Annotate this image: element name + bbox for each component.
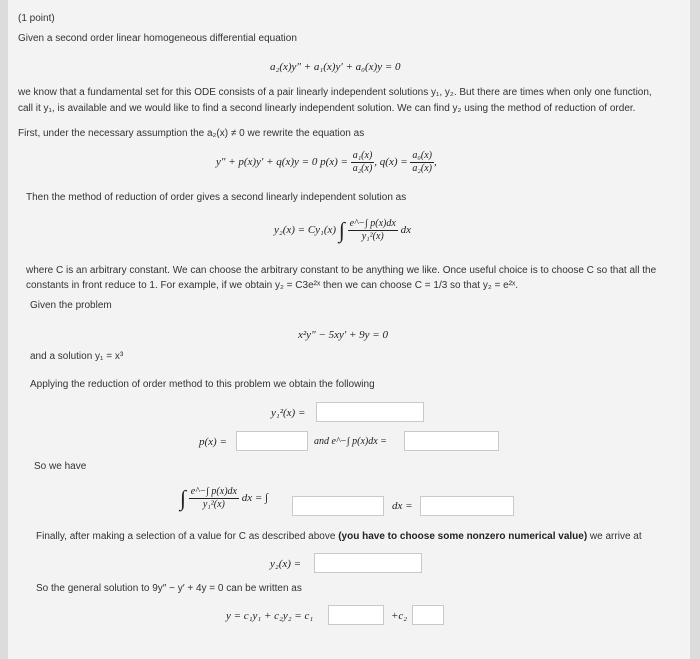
problem-sheet — [8, 0, 690, 659]
integral-fraction — [189, 486, 239, 511]
p-denominator: a₂(x) — [352, 163, 373, 174]
integral-result-input[interactable] — [420, 496, 514, 516]
plus-c2-label: +c₂ — [391, 610, 408, 622]
px-input[interactable] — [236, 431, 308, 451]
given-solution: and a solution y₁ = x³ — [30, 351, 124, 362]
integral-sign-left: ∫ — [180, 485, 187, 511]
finally-post: we arrive at — [587, 531, 642, 542]
general-solution-label: y = c₁y₁ + c₂y₂ = c₁ — [226, 610, 314, 622]
c2-term-input[interactable] — [412, 605, 444, 625]
integral-expression — [180, 486, 268, 511]
integrand-input[interactable] — [292, 496, 384, 516]
para1-line1: we know that a fundamental set for this ODE consists of a pair linearly independent solutions y₁, y₂. But there are times when only one function, — [18, 87, 652, 98]
para1-line2: call it y₁, is available and we would like to find a second linearly independent solution. We can find y₂ using the method of reduction of order. — [18, 103, 636, 114]
problem-equation: x²y″ − 5xy′ + 9y = 0 — [298, 329, 388, 341]
p-fraction — [351, 150, 375, 175]
integral-sign: ∫ — [338, 217, 345, 243]
given-problem: Given the problem — [30, 300, 112, 311]
para3-text: Then the method of reduction of order gives a second linearly independent solution as — [26, 192, 407, 203]
para2-text: First, under the necessary assumption the a₂(x) ≠ 0 we rewrite the equation as — [18, 128, 365, 139]
y1-squared-input[interactable] — [316, 402, 424, 422]
y1-squared-label: y₁²(x) = — [271, 407, 306, 419]
px-label: p(x) = — [199, 436, 227, 448]
points-label: (1 point) — [18, 13, 55, 24]
intro-text: Given a second order linear homogeneous differential equation — [18, 33, 297, 44]
y2-denominator: y₁²(x) — [361, 231, 384, 242]
y2-numerator: e^−∫ p(x)dx — [349, 218, 396, 229]
y2-input[interactable] — [314, 553, 422, 573]
y2-formula — [274, 218, 411, 243]
y2-label: y₂(x) = — [270, 558, 302, 570]
general-solution-text: So the general solution to 9y″ − y′ + 4y = 0 can be written as — [36, 583, 302, 594]
finally-bold: (you have to choose some nonzero numerical value) — [338, 531, 588, 542]
integral-mid: dx = ∫ — [241, 492, 269, 505]
c1-term-input[interactable] — [328, 605, 384, 625]
finally-pre: Finally, after making a selection of a value for C as described above — [36, 531, 339, 542]
para4-line1: where C is an arbitrary constant. We can choose the arbitrary constant to be anything we like. Once useful choice is to choose C so that all the — [26, 265, 657, 276]
y2-fraction — [348, 218, 398, 243]
para4-line2: constants in front reduce to 1. For example, if we obtain y₂ = C3e²ˣ then we can choose C = 1/3 so that y₂ = e²ˣ. — [26, 280, 519, 291]
y2-left: y₂(x) = Cy₁(x) — [274, 224, 337, 237]
rewrite-equation: y″ + p(x)y′ + q(x)y = 0 p(x) = $\frac{\text{a₁(x)}}{\text{a₂(x)}}$ , q(x) = $\frac{\text{a₀(x)}}{\text{a₂(x)}}$ , — [216, 150, 437, 174]
so-we-have: So we have — [34, 461, 87, 472]
rewrite-left: y″ + p(x)y′ + q(x)y = 0 p(x) = — [216, 156, 348, 169]
q-denominator: a₂(x) — [412, 163, 432, 174]
p-numerator: a₁(x) — [352, 150, 373, 161]
main-equation: a₂(x)y″ + a₁(x)y′ + a₀(x)y = 0 — [270, 61, 401, 73]
y2-dx: dx — [400, 224, 411, 237]
q-fraction — [410, 150, 434, 175]
exp-input[interactable] — [404, 431, 499, 451]
integral-denominator: y₁²(x) — [202, 499, 225, 510]
integral-dx-label: dx = — [392, 500, 413, 512]
exp-label: and e^−∫ p(x)dx = — [314, 436, 387, 447]
rewrite-mid: , q(x) = — [374, 156, 408, 169]
finally-text — [36, 531, 642, 543]
integral-numerator: e^−∫ p(x)dx — [190, 486, 237, 497]
applying-text: Applying the reduction of order method to this problem we obtain the following — [30, 379, 375, 390]
q-numerator: a₀(x) — [412, 150, 432, 161]
